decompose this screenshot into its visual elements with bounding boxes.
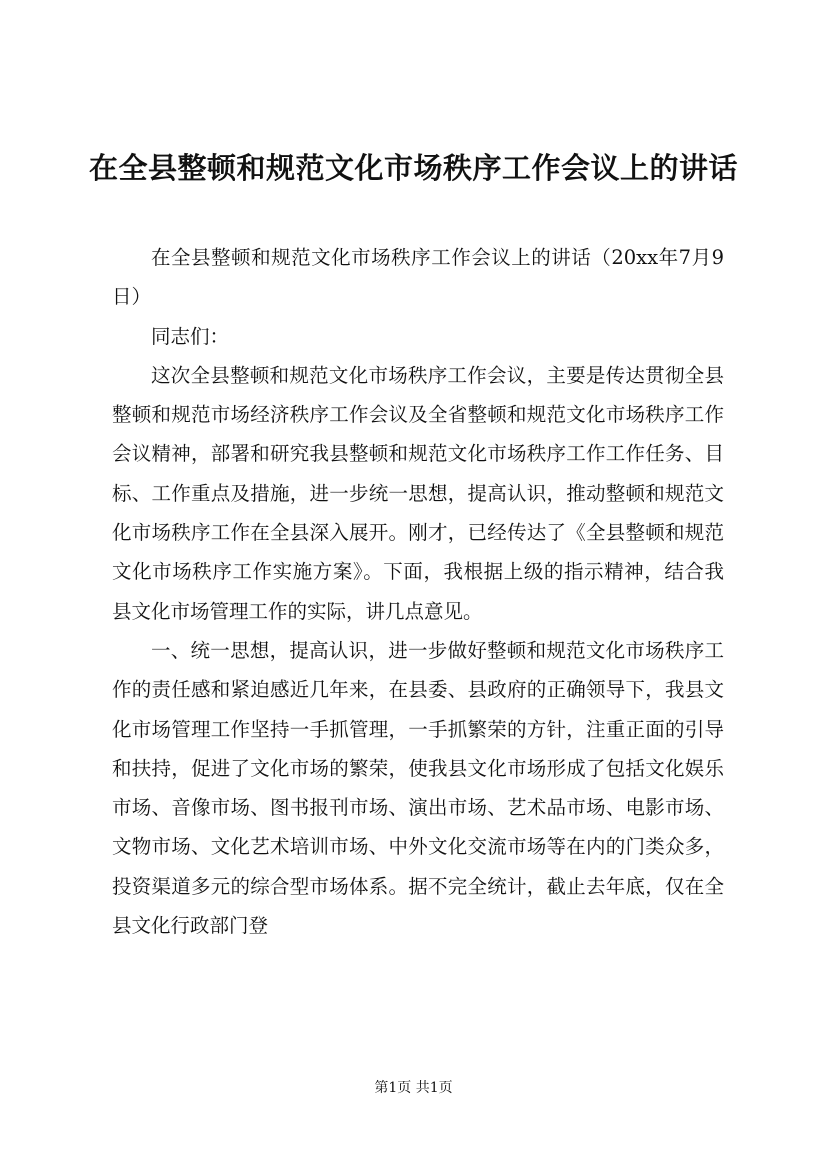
page-footer: 第1页 共1页 [374,1080,453,1096]
paragraph-heading-date: 在全县整顿和规范文化市场秩序工作会议上的讲话（20xx年7月9日） [112,246,724,309]
paragraph-salutation: 同志们： [151,324,230,348]
paragraph-intro: 这次全县整顿和规范文化市场秩序工作会议，主要是传达贯彻全县整顿和规范市场经济秩序工作会议及全省整顿和规范文化市场秩序工作会议精神，部署和研究我县整顿和规范文化市场秩序工作工作任务、目标、工作重点及措施，进一步统一思想，提高认识，推动整顿和规范文化市场秩序工作在全县深入展开。刚才，已经传达了《全县整顿和规范文化市场秩序工作实施方案》。下面，我根据上级的指示精神，结合我县文化市场管理工作的实际，讲几点意见。 [112,363,724,623]
document-body [112,238,724,945]
paragraph-section-one: 一、统一思想，提高认识，进一步做好整顿和规范文化市场秩序工作的责任感和紧迫感近几年来，在县委、县政府的正确领导下，我县文化市场管理工作坚持一手抓管理，一手抓繁荣的方针，注重正面的引导和扶持，促进了文化市场的繁荣，使我县文化市场形成了包括文化娱乐市场、音像市场、图书报刊市场、演出市场、艺术品市场、电影市场、文物市场、文化艺术培训市场、中外文化交流市场等在内的门类众多，投资渠道多元的综合型市场体系。据不完全统计，截止去年底，仅在全县文化行政部门登 [112,638,724,938]
document-title: 在全县整顿和规范文化市场秩序工作会议上的讲话 [88,151,738,185]
